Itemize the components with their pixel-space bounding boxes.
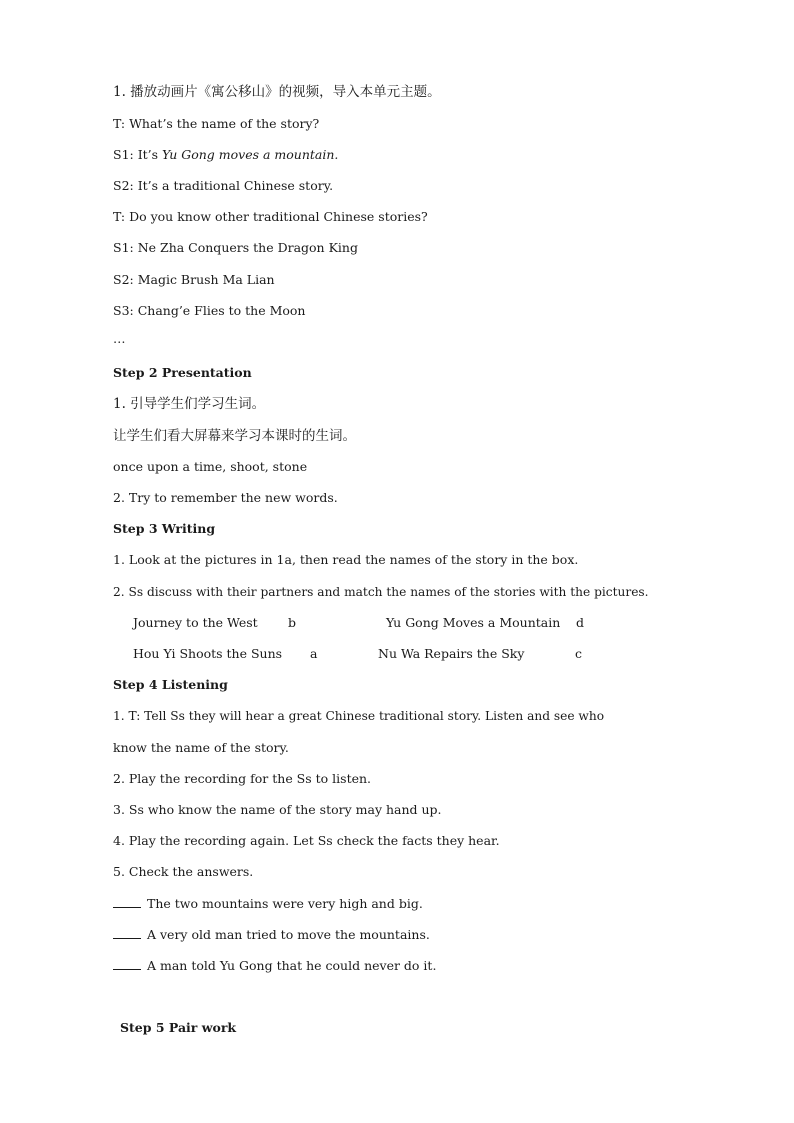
speaker-text: S1: It’s — [113, 147, 163, 162]
answer-blank[interactable] — [113, 897, 141, 908]
fact-text: A man told Yu Gong that he could never do it. — [147, 958, 437, 973]
intro-line-5: T: Do you know other traditional Chinese stories? — [113, 209, 428, 224]
step3-heading: Step 3 Writing — [113, 521, 216, 536]
step4-line-2: 2. Play the recording for the Ss to listen. — [113, 771, 372, 786]
match-letter: b — [288, 615, 297, 630]
intro-line-3 — [113, 147, 338, 163]
step4-line-1a: 1. T: Tell Ss they will hear a great Chinese traditional story. Listen and see who — [113, 709, 605, 723]
answer-blank[interactable] — [113, 928, 141, 939]
step4-line-1b: know the name of the story. — [113, 740, 289, 755]
step3-line-2: 2. Ss discuss with their partners and match the names of the stories with the pictures. — [113, 585, 649, 599]
intro-line-1: 1. 播放动画片《寓公移山》的视频，导入本单元主题。 — [113, 84, 441, 100]
step2-line-1: 1. 引导学生们学习生词。 — [113, 396, 266, 412]
fact-text: The two mountains were very high and big. — [147, 896, 423, 911]
step4-line-5: 5. Check the answers. — [113, 864, 254, 879]
fact-item — [113, 927, 430, 943]
step2-line-2: 让学生们看大屏幕来学习本课时的生词。 — [113, 428, 356, 444]
fact-item — [113, 896, 423, 912]
step2-line-4: 2. Try to remember the new words. — [113, 490, 338, 505]
match-name: Hou Yi Shoots the Suns — [133, 646, 283, 661]
step2-line-3: once upon a time, shoot, stone — [113, 459, 308, 474]
intro-line-4: S2: It’s a traditional Chinese story. — [113, 178, 334, 193]
step3-line-1: 1. Look at the pictures in 1a, then read the names of the story in the box. — [113, 552, 579, 567]
match-letter: a — [310, 646, 318, 661]
step4-line-3: 3. Ss who know the name of the story may hand up. — [113, 802, 442, 817]
ellipsis: … — [113, 331, 126, 346]
fact-text: A very old man tried to move the mountains. — [147, 927, 430, 942]
match-letter: c — [575, 646, 583, 661]
story-title: Yu Gong moves a mountain. — [162, 147, 339, 162]
intro-line-8: S3: Chang’e Flies to the Moon — [113, 303, 306, 318]
match-name: Nu Wa Repairs the Sky — [378, 646, 525, 661]
match-name: Yu Gong Moves a Mountain — [386, 615, 561, 630]
fact-item — [113, 958, 436, 974]
match-name: Journey to the West — [133, 615, 258, 630]
step2-heading: Step 2 Presentation — [113, 365, 252, 380]
step4-line-4: 4. Play the recording again. Let Ss check the facts they hear. — [113, 833, 500, 848]
intro-line-7: S2: Magic Brush Ma Lian — [113, 272, 275, 287]
match-letter: d — [576, 615, 585, 630]
answer-blank[interactable] — [113, 959, 141, 970]
intro-line-6: S1: Ne Zha Conquers the Dragon King — [113, 240, 358, 255]
step5-heading: Step 5 Pair work — [120, 1020, 237, 1035]
intro-line-2: T: What’s the name of the story? — [113, 116, 320, 131]
step4-heading: Step 4 Listening — [113, 677, 228, 692]
